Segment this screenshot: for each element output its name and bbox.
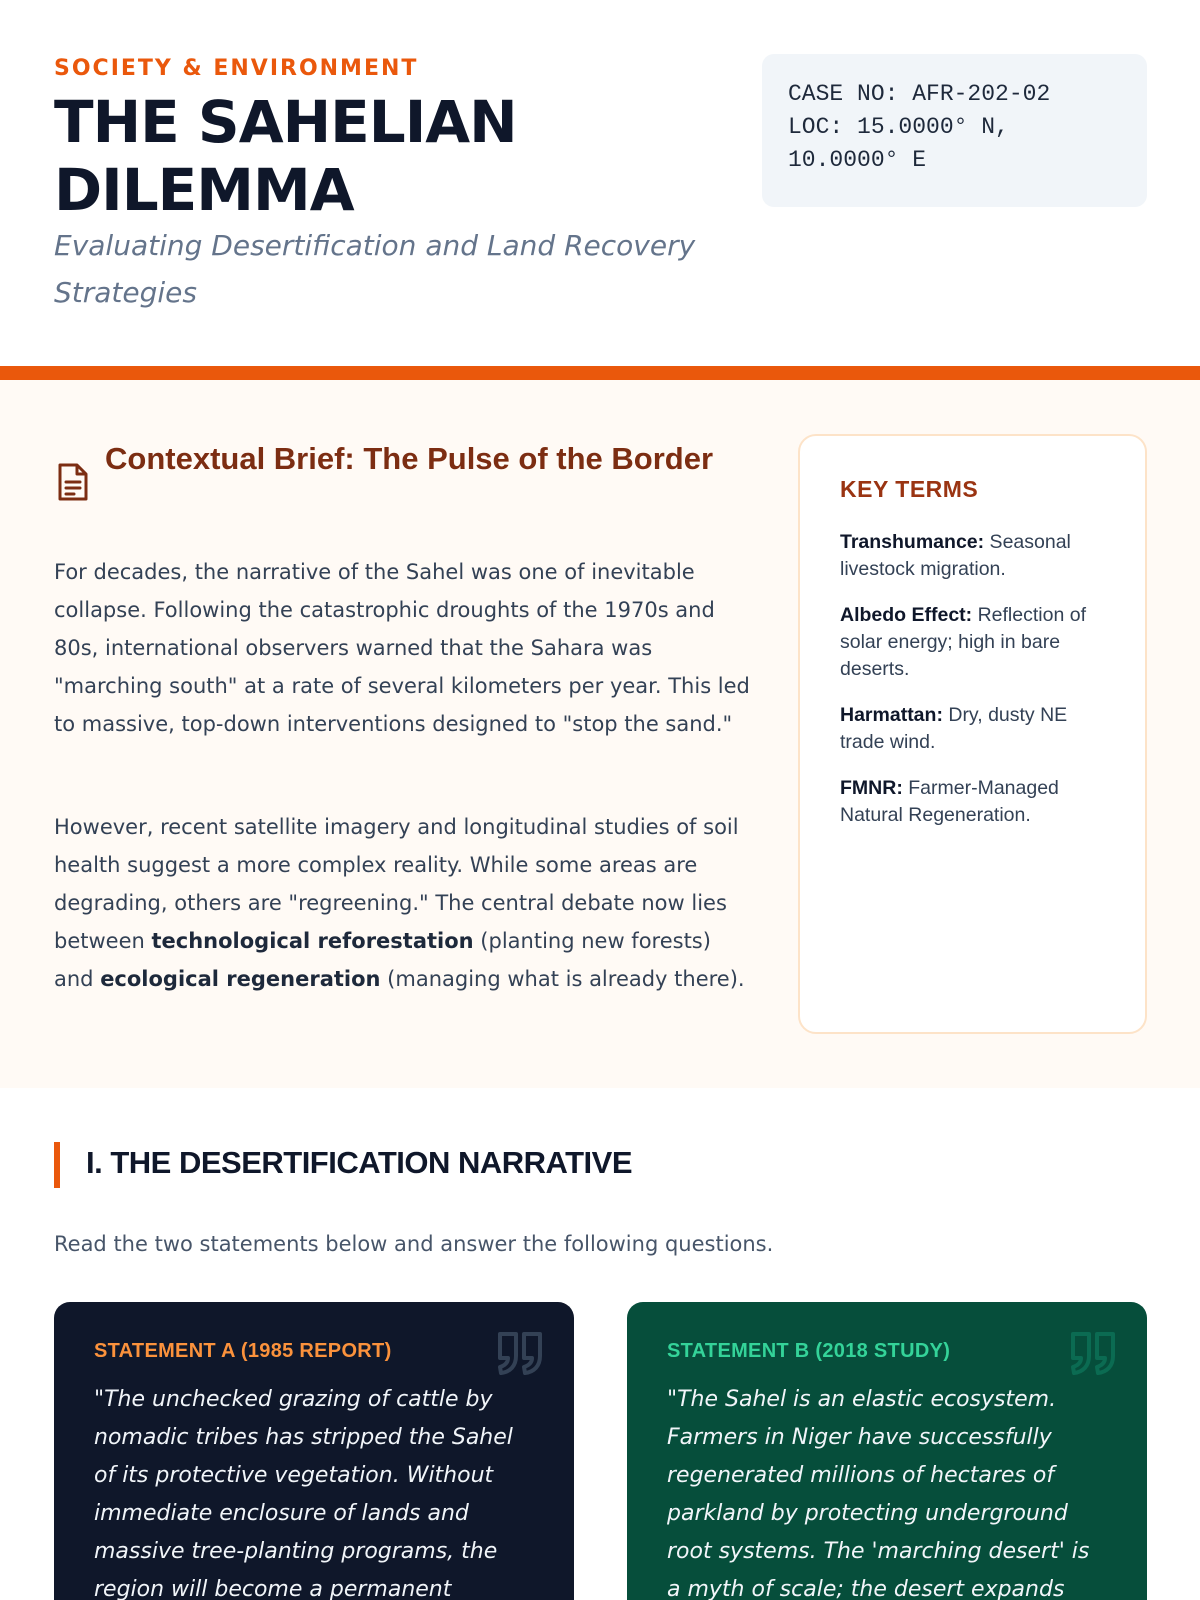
location-line-2: 10.0000° E — [788, 147, 927, 173]
case-info-box — [762, 54, 1147, 207]
statement-a-label: STATEMENT A (1985 REPORT) — [94, 1340, 392, 1362]
quote-icon — [496, 1330, 544, 1376]
key-term-item: FMNR: Farmer-Managed Natural Regeneration. — [840, 777, 1059, 826]
context-title: Contextual Brief: The Pulse of the Border — [105, 441, 714, 476]
statement-b-card — [627, 1302, 1147, 1600]
key-term-item: Harmattan: Dry, dusty NE trade wind. — [840, 704, 1068, 753]
statement-a-quote: "The unchecked grazing of cattle by nomadic tribes has stripped the Sahel of its protective vegetation. Without immediate enclosure of lands and massive tree-planting programs, the region will become a permanent — [94, 1387, 513, 1600]
statement-b-label: STATEMENT B (2018 STUDY) — [667, 1340, 951, 1362]
page-header — [0, 0, 1200, 366]
document-icon — [56, 462, 90, 502]
category-kicker: SOCIETY & ENVIRONMENT — [54, 56, 419, 81]
key-term-item: Transhumance: Seasonal livestock migration. — [840, 531, 1071, 580]
key-terms-heading: KEY TERMS — [840, 476, 979, 502]
page-subtitle: Evaluating Desertification and Land Recovery Strategies — [54, 229, 696, 309]
key-term-item: Albedo Effect: Reflection of solar energy; high in bare deserts. — [840, 604, 1086, 680]
section-title: I. THE DESERTIFICATION NARRATIVE — [86, 1145, 633, 1180]
contextual-brief-section — [0, 380, 1200, 1088]
statement-b-quote: "The Sahel is an elastic ecosystem. Farmers in Niger have successfully regenerated millions of hectares of parkland by protecting underground root systems. The 'marching desert' is a myth of scale; the desert expands — [667, 1387, 1090, 1600]
section-accent-bar — [54, 1142, 60, 1188]
header-divider — [0, 366, 1200, 380]
ecological-regeneration-term: ecological regeneration — [100, 967, 381, 991]
context-paragraph-2: However, recent satellite imagery and longitudinal studies of soil health suggest a more complex reality. While some areas are degrading, others are "regreening." The central debate now lies between technological reforestation (planting new forests) and ecological regeneration (managing what is already there). — [54, 815, 745, 991]
quote-icon — [1069, 1330, 1117, 1376]
technological-reforestation-term: technological reforestation — [151, 929, 474, 953]
case-number: CASE NO: AFR-202-02 — [788, 81, 1051, 107]
section-intro: Read the two statements below and answer the following questions. — [54, 1232, 774, 1256]
key-terms-card — [798, 434, 1147, 1034]
page-title: THE SAHELIAN DILEMMA — [54, 88, 517, 224]
context-paragraph-1: For decades, the narrative of the Sahel was one of inevitable collapse. Following the catastrophic droughts of the 1970s and 80s, international observers warned that the Sahara was "marching south" at a rate of several kilometers per year. This led to massive, top-down interventions designed to "stop the sand." — [54, 560, 750, 736]
location-line-1: LOC: 15.0000° N, — [788, 114, 1009, 140]
statement-a-card — [54, 1302, 574, 1600]
